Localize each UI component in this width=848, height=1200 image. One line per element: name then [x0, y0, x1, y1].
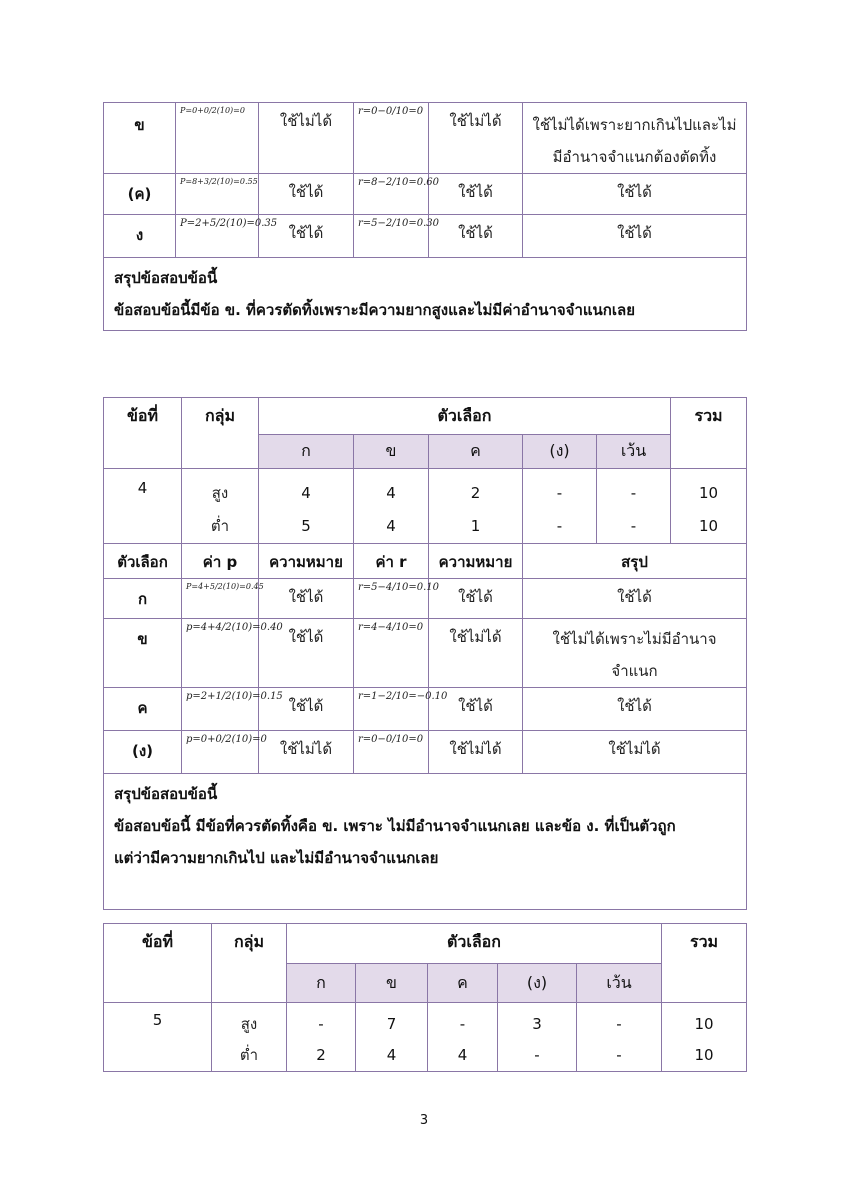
option-header: (ง) [523, 435, 597, 469]
conclusion-text: ข้อสอบข้อนี้มีข้อ ข. ที่ควรตัดทิ้งเพราะมีความยากสูงและไม่มีค่าอำนาจจำแนกเลย [114, 301, 636, 319]
total-cell [671, 469, 747, 544]
p-formula: P=4+5/2(10)=0.45 [182, 579, 259, 619]
count-value: - [556, 484, 563, 502]
option-header: เว้น [577, 964, 662, 1003]
count-value: 1 [470, 517, 481, 535]
header-options: ตัวเลือก [287, 924, 662, 964]
count-cell [354, 469, 429, 544]
analysis-header: ตัวเลือก [104, 544, 182, 579]
total-cell [662, 1003, 747, 1072]
conclusion-text: ข้อสอบข้อนี้ มีข้อที่ควรตัดทิ้งคือ ข. เพราะ ไม่มีอำนาจจำแนกเลย และข้อ ง. ที่เป็นตัวถูก [114, 817, 676, 835]
item-number: 4 [104, 469, 182, 544]
option-label: ข [104, 619, 182, 688]
count-cell [523, 469, 597, 544]
conclusion-title: สรุปข้อสอบข้อนี้ [114, 269, 218, 287]
analysis-header: ความหมาย [429, 544, 523, 579]
p-formula: p=2+1/2(10)=0.15 [182, 688, 259, 731]
summary-cell: ใช้ได้ [523, 579, 747, 619]
group-names [212, 1003, 287, 1072]
r-meaning: ใช้ได้ [429, 174, 523, 215]
analysis-header: ค่า p [182, 544, 259, 579]
header-total: รวม [671, 398, 747, 469]
p-meaning: ใช้ได้ [259, 174, 354, 215]
conclusion-cell [104, 258, 747, 331]
count-value: 4 [386, 484, 396, 502]
count-value: 4 [301, 484, 311, 502]
count-value: 4 [386, 517, 396, 535]
r-meaning: ใช้ได้ [429, 215, 523, 258]
group-high: สูง [211, 484, 229, 502]
r-meaning: ใช้ไม่ได้ [429, 619, 523, 688]
page-number: 3 [419, 1113, 429, 1128]
count-value: - [534, 1046, 540, 1064]
option-header: ก [287, 964, 356, 1003]
summary-cell: ใช้ไม่ได้ [523, 731, 747, 774]
option-header: ค [428, 964, 498, 1003]
p-meaning: ใช้ได้ [259, 619, 354, 688]
p-formula: p=0+0/2(10)=0 [182, 731, 259, 774]
total-value: 10 [698, 484, 719, 502]
count-value: 4 [386, 1046, 397, 1064]
count-cell [498, 1003, 577, 1072]
option-label: (ง) [104, 731, 182, 774]
summary-line: มีอำนาจจำแนกต้องตัดทิ้ง [552, 148, 717, 166]
option-label: ข [104, 103, 176, 174]
item4-analysis-table [103, 397, 747, 910]
summary-cell [523, 619, 747, 688]
p-formula: P=8+3/2(10)=0.55 [176, 174, 259, 215]
count-value: 5 [301, 517, 311, 535]
r-formula: r=5−2/10=0.30 [354, 215, 429, 258]
r-formula: r=0−0/10=0 [354, 103, 429, 174]
header-total: รวม [662, 924, 747, 1003]
analysis-header: ความหมาย [259, 544, 354, 579]
count-value: 2 [470, 484, 481, 502]
r-meaning: ใช้ไม่ได้ [429, 103, 523, 174]
analysis-header: ค่า r [354, 544, 429, 579]
p-formula: P=2+5/2(10)=0.35 [176, 215, 259, 258]
total-value: 10 [698, 517, 719, 535]
r-formula: r=4−4/10=0 [354, 619, 429, 688]
p-meaning: ใช้ไม่ได้ [259, 731, 354, 774]
option-header: ข [356, 964, 428, 1003]
count-cell [428, 1003, 498, 1072]
r-meaning: ใช้ได้ [429, 688, 523, 731]
r-formula: r=8−2/10=0.60 [354, 174, 429, 215]
option-label: ง [104, 215, 176, 258]
item5-analysis-table [103, 923, 747, 1072]
p-formula: p=4+4/2(10)=0.40 [182, 619, 259, 688]
count-cell [597, 469, 671, 544]
total-value: 10 [694, 1046, 714, 1064]
header-options: ตัวเลือก [259, 398, 671, 435]
conclusion-text: แต่ว่ามีความยากเกินไป และไม่มีอำนาจจำแนกเลย [114, 849, 439, 867]
summary-cell: ใช้ได้ [523, 174, 747, 215]
count-cell [429, 469, 523, 544]
r-meaning: ใช้ไม่ได้ [429, 731, 523, 774]
summary-cell [523, 103, 747, 174]
option-header: ก [259, 435, 354, 469]
count-value: 2 [316, 1046, 326, 1064]
option-label: (ค) [104, 174, 176, 215]
p-meaning: ใช้ได้ [259, 215, 354, 258]
option-header: เว้น [597, 435, 671, 469]
count-cell [577, 1003, 662, 1072]
group-high: สูง [240, 1015, 258, 1033]
option-header: (ง) [498, 964, 577, 1003]
count-value: - [630, 484, 637, 502]
p-meaning: ใช้ได้ [259, 579, 354, 619]
r-formula: r=5−4/10=0.10 [354, 579, 429, 619]
header-group: กลุ่ม [212, 924, 287, 1003]
summary-cell: ใช้ได้ [523, 215, 747, 258]
item3-analysis-table [103, 102, 747, 331]
count-value: - [616, 1046, 622, 1064]
option-label: ก [104, 579, 182, 619]
option-header: ข [354, 435, 429, 469]
count-value: 3 [532, 1015, 542, 1033]
analysis-header: สรุป [523, 544, 747, 579]
r-meaning: ใช้ได้ [429, 579, 523, 619]
count-value: 7 [386, 1015, 397, 1033]
p-meaning: ใช้ไม่ได้ [259, 103, 354, 174]
header-group: กลุ่ม [182, 398, 259, 469]
count-value: - [318, 1015, 324, 1033]
conclusion-cell [104, 774, 747, 910]
header-item: ข้อที่ [104, 398, 182, 469]
count-value: - [459, 1015, 466, 1033]
header-item: ข้อที่ [104, 924, 212, 1003]
r-formula: r=1−2/10=−0.10 [354, 688, 429, 731]
count-cell [259, 469, 354, 544]
count-value: - [556, 517, 563, 535]
count-value: - [616, 1015, 622, 1033]
summary-cell: ใช้ได้ [523, 688, 747, 731]
p-formula: P=0+0/2(10)=0 [176, 103, 259, 174]
summary-line: จำแนก [611, 662, 658, 680]
option-label: ค [104, 688, 182, 731]
p-meaning: ใช้ได้ [259, 688, 354, 731]
item-number: 5 [104, 1003, 212, 1072]
count-cell [287, 1003, 356, 1072]
group-low: ต่ำ [239, 1046, 259, 1064]
r-formula: r=0−0/10=0 [354, 731, 429, 774]
summary-line: ใช้ไม่ได้เพราะไม่มีอำนาจ [552, 630, 717, 648]
count-cell [356, 1003, 428, 1072]
summary-line: ใช้ไม่ได้เพราะยากเกินไปและไม่ [532, 116, 737, 134]
group-names [182, 469, 259, 544]
count-value: 4 [457, 1046, 468, 1064]
conclusion-title: สรุปข้อสอบข้อนี้ [114, 785, 218, 803]
group-low: ต่ำ [210, 517, 230, 535]
option-header: ค [429, 435, 523, 469]
count-value: - [630, 517, 637, 535]
total-value: 10 [694, 1015, 714, 1033]
